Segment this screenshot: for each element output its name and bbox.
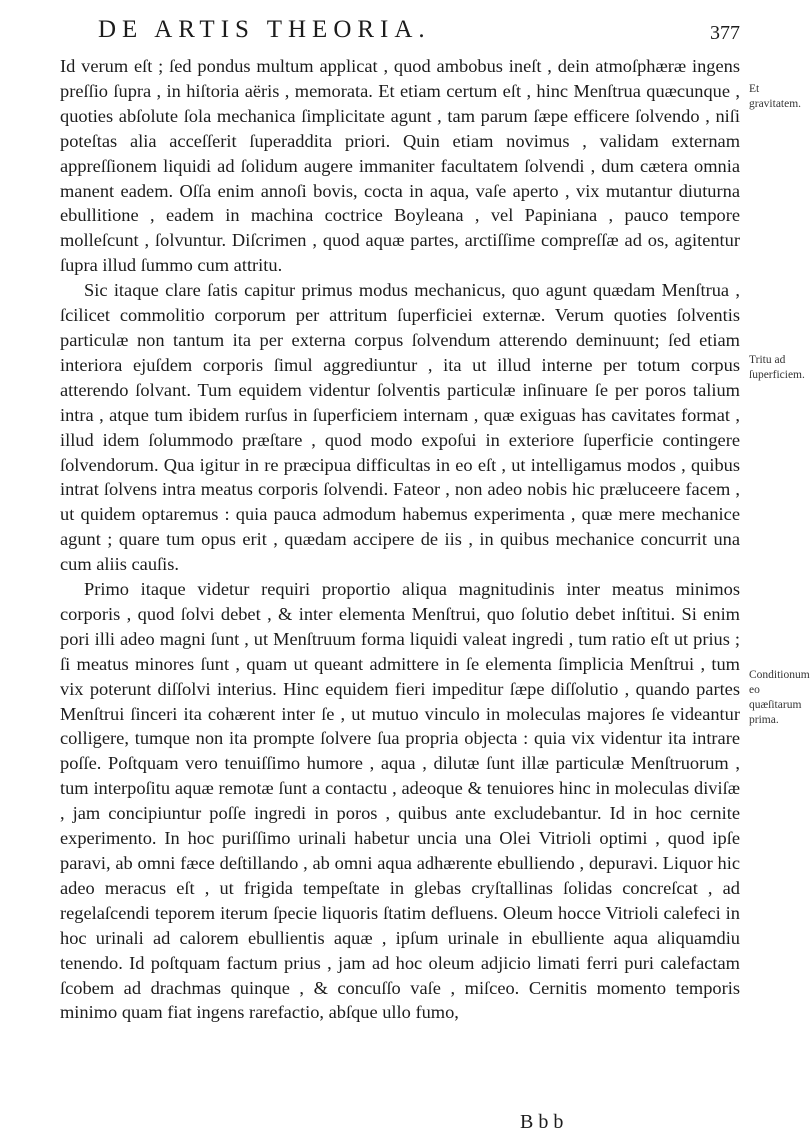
page-number: 377 [710, 22, 740, 44]
paragraph-3: Primo itaque videtur requiri proportio aliqua magnitudinis inter meatus minimos corporis , quod ſolvi debet , & inter elementa Menſtrui, quo ſolutio debet inſtitui. Si enim pori illi adeo magni ſunt , ut Menſtruum forma liquidi valeat ingredi , tum ratio eſt ut prius ; ſi meatus minores ſunt , quam ut queant admittere in ſe elementa ſimplicia Menſtrui , tum vix poterunt diſſolvi interius. Hinc equidem fieri impeditur ſæpe diſſolutio , quando partes Menſtrui ſinceri ita cohærent inter ſe , ut mutuo vinculo in moleculas majores ſe videantur colligere, tumque non ita promptе ſolvere ſua propria objecta : quia vix videntur ita intrare poſſe. Poſtquam vero tenuiſſimo humore , aqua , dilutæ ſunt illæ particulæ Menſtruorum , tum interpoſitu aquæ remotæ ſunt a contactu , adeoque & tenuiores hinc in moleculas diviſæ , jam concipiuntur poſſe ingredi in poros , quibus ante excludebantur. Id in hoc cernite experimento. In hoc puriſſimo urinali habetur uncia una Olei Vitrioli optimi , quod ipſe paravi, ab omni fæce deſtillando , ab omni aqua adhærente ebulliendo , depuravi. Liquor hic adeo meracus eſt , ut frigida tempeſtate in glebas cryſtallinas ſolidas concreſcat , ad regelaſcendi teporem iterum ſpecie liquoris ſtatim defluens. Oleum hocce Vitrioli calefeci in hoc urinali ad calorem ebullientis aquæ , ipſum urinale in ebulliente aqua aliquamdiu tenendo. Id poſtquam factum prius , jam ad hoc oleum adjicio limati ferri puri calefactam ſcobem ad drachmas quinque , & concuſſo vaſe , miſceo. Cernitis momento temporis minimo quam fiat ingens rarefactio, abſque ullo fumo, [60, 579, 740, 1023]
running-head: DE ARTIS THEORIA. [98, 16, 431, 43]
margin-note-conditionum: Conditionum eo quæſitarum prima. [749, 669, 810, 726]
margin-note-gravitatem: Et gravitatem. [749, 83, 802, 110]
paragraph-2: Sic itaque clare ſatis capitur primus modus mechanicus, quo agunt quædam Menſtrua , ſcilicet commolitio corporum per attritum ſuperficiei externæ. Verum quoties ſolventis particulæ non tantum ita per externa corpus ſolvendum atterendo deminuunt; ſed etiam interiora ejuſdem corporis ſimul aggrediuntur , ita ut illud interne per totum corpus atterendo ſolvant. Tum equidem videntur ſolventis particulæ inſinuare ſe per poros talium intra , atque tum ibidem rurſus in ſuperficiem internam , quæ exiguas has cavitates format , illud idem ſolummodo præſtare , quod modo expoſui in exteriore ſuperficie contingere ſolvendorum. Qua igitur in re præcipua difficultas in eo eſt , ut intelligamus modos , quibus intrat ſolvens intra meatus corporis ſolvendi. Fateor , non adeo nobis hic præluceere facem , ut quidem optaremus : quia pauca admodum habemus experimenta , quæ mere mechanice agunt ; quare tum opus erit , quædam accipere de iis , in quibus mechanice concurrit una cum aliis cauſis. [60, 280, 740, 575]
margin-note-tritu: Tritu ad ſuperficiem. [749, 354, 805, 381]
main-text [60, 54, 740, 1025]
page-header [60, 12, 740, 48]
paragraph-1: Id verum eſt ; ſed pondus multum applicat , quod ambobus ineſt , dein atmoſphæræ ingens preſſio ſupra , in hiſtoria aëris , memorata. Et etiam certum eſt , hinc Menſtrua quæcunque , quoties abſolute ſola mechanica ſimplicitate agunt , tam parum ſæpe efficere ſolvendo , niſi poteſtas alia acceſſerit ſuperaddita priori. Quin etiam novimus , validam externam appreſſionem liquidi ad ſolidum augere immaniter facultatem ſolvendi , dum cætera omnia manent eadem. Oſſa enim annoſi bovis, cocta in aqua, vaſe aperto , vix mutantur diuturna ebullitione , eadem in machina coctrice Boyleana , vel Papiniana , pauco tempore molleſcunt , ſolvuntur. Diſcrimen , quod aquæ partes, arctiſſime compreſſæ ad os, agitentur ſupra illud ſummo cum attritu. [60, 56, 740, 276]
signature-mark: B b b [520, 1111, 564, 1133]
